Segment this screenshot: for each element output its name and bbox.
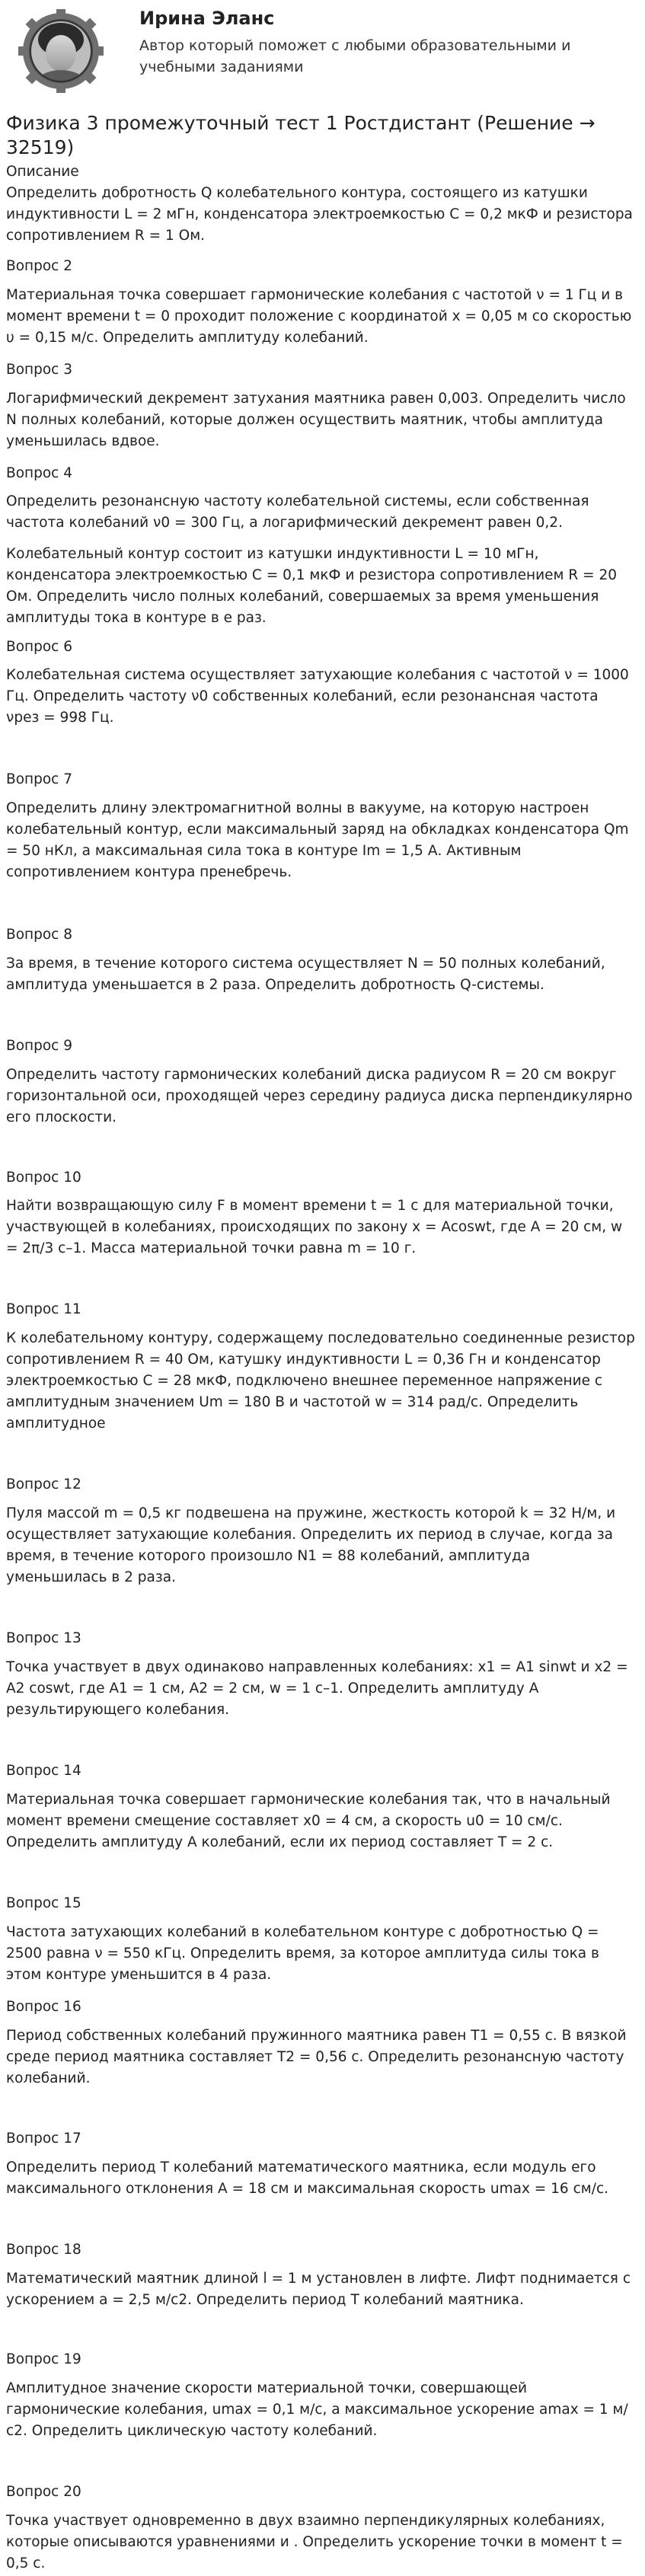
question-label: Вопрос 12 (6, 1476, 81, 1492)
question-text: Колебательная система осуществляет затухающие колебания с частотой ν = 1000 Гц. Определить частоту ν0 собственных колебаний, если резонансная частота νрез = 998 Гц. (6, 667, 629, 726)
question-text: Определить резонансную частоту колебательной системы, если собственная частота колебаний ν0 = 300 Гц, а логарифмический декремент равен 0,2. (6, 493, 589, 531)
question-text: Материальная точка совершает гармонические колебания с частотой ν = 1 Гц и в момент времени t = 0 проходит положение с координатой x = 0,05 м со скоростью υ = 0,15 м/с. Определить амплитуду колебаний. (6, 287, 632, 346)
question-text: Математический маятник длиной l = 1 м установлен в лифте. Лифт поднимается с ускорением a = 2,5 м/с2. Определить период T колебаний маятника. (6, 2271, 631, 2308)
question-text: Найти возвращающую силу F в момент времени t = 1 с для материальной точки, участвующей в колебаниях, происходящих по закону x = Acoswt, где A = 20 см, w = 2π/3 с–1. Масса материальной точки равна m = 10 г. (6, 1198, 623, 1256)
question-text: Определить частоту гармонических колебаний диска радиусом R = 20 см вокруг горизонтальной оси, проходящей через середину радиуса диска перпендикулярно его плоскости. (6, 1067, 633, 1125)
question-text: Частота затухающих колебаний в колебательном контуре с добротностью Q = 2500 равна ν = 550 кГц. Определить время, за которое амплитуда силы тока в этом контуре уменьшится в 4 раза. (6, 1924, 599, 1983)
description-label: Описание (6, 164, 79, 180)
question-label: Вопрос 15 (6, 1895, 81, 1911)
question-label: Вопрос 8 (6, 927, 72, 943)
author-card (0, 0, 645, 99)
description-text: Определить добротность Q колебательного контура, состоящего из катушки индуктивности L = 2 мГн, конденсатора электроемкостью C = 0,2 мкФ и резистора сопротивлением R = 1 Ом. (6, 185, 633, 244)
question-label: Вопрос 11 (6, 1301, 81, 1317)
author-avatar[interactable] (8, 9, 114, 93)
question-label: Вопрос 18 (6, 2242, 81, 2258)
question-text: Пуля массой m = 0,5 кг подвешена на пружине, жесткость которой k = 32 Н/м, и осуществляет затухающие колебания. Определить их период в случае, когда за время, в течение которого произошло N1 = 88 колебаний, амплитуда уменьшилась в 2 раза. (6, 1505, 616, 1585)
question-label: Вопрос 2 (6, 258, 72, 274)
question-label: Вопрос 3 (6, 362, 72, 378)
author-name[interactable]: Ирина Эланс (139, 8, 275, 29)
question-text: К колебательному контуру, содержащему последовательно соединенные резистор сопротивлением R = 40 Ом, катушку индуктивности L = 0,36 Гн и конденсатор электроемкостью C = 28 мкФ, подключено внешнее переменное напряжение с амплитудным значением Um = 180 В и частотой w = 314 рад/с. Определить амплитудное (6, 1330, 635, 1432)
question-text: Амплитудное значение скорости материальной точки, совершающей гармонические колебания, umax = 0,1 м/с, а максимальное ускорение amax = 1 м/с2. Определить циклическую частоту колебаний. (6, 2380, 628, 2439)
question-label: Вопрос 19 (6, 2351, 81, 2367)
question-text: Точка участвует одновременно в двух взаимно перпендикулярных колебаниях, которые описываются уравнениями и . Определить ускорение точки в момент t = 0,5 с. (6, 2513, 623, 2571)
author-description: Автор который поможет с любыми образовательными и учебными заданиями (139, 37, 571, 75)
question-label: Вопрос 13 (6, 1630, 81, 1646)
question-label: Вопрос 7 (6, 771, 72, 787)
question-text: Определить длину электромагнитной волны в вакууме, на которую настроен колебательный контур, если максимальный заряд на обкладках конденсатора Qm = 50 нКл, а максимальная сила тока в контуре Im = 1,5 А. Активным сопротивлением контура пренебречь. (6, 800, 629, 880)
question-text: Логарифмический декремент затухания маятника равен 0,003. Определить число N полных колебаний, которые должен осуществить маятник, чтобы амплитуда уменьшилась вдвое. (6, 391, 626, 449)
question-label: Вопрос 6 (6, 639, 72, 655)
question-label: Вопрос 17 (6, 2131, 81, 2147)
question-label: Вопрос 16 (6, 1999, 81, 2015)
question-label: Вопрос 10 (6, 1170, 81, 1186)
question-text: Период собственных колебаний пружинного маятника равен T1 = 0,55 с. В вязкой среде период маятника составляет T2 = 0,56 с. Определить резонансную частоту колебаний. (6, 2028, 627, 2086)
question-label: Вопрос 9 (6, 1038, 72, 1054)
question-text: Колебательный контур состоит из катушки индуктивности L = 10 мГн, конденсатора электроемкостью C = 0,1 мкФ и резистора сопротивлением R = 20 Ом. Определить число полных колебаний, совершаемых за время уменьшения амплитуды тока в контуре в е раз. (6, 546, 618, 626)
question-label: Вопрос 4 (6, 465, 72, 481)
page-title: Физика 3 промежуточный тест 1 Ростдистант (Решение → 32519) (6, 112, 596, 158)
question-text: За время, в течение которого система осуществляет N = 50 полных колебаний, амплитуда уменьшается в 2 раза. Определить добротность Q-системы. (6, 956, 605, 993)
question-label: Вопрос 20 (6, 2484, 81, 2500)
avatar-gear-frame-icon (8, 9, 114, 93)
question-text: Определить период T колебаний математического маятника, если модуль его максимального отклонения A = 18 см и максимальная скорость umax = 16 см/с. (6, 2159, 608, 2197)
question-text: Материальная точка совершает гармонические колебания так, что в начальный момент времени смещение составляет x0 = 4 см, а скорость u0 = 10 см/с. Определить амплитуду A колебаний, если их период составляет T = 2 с. (6, 1792, 611, 1850)
question-text: Точка участвует в двух одинаково направленных колебаниях: x1 = A1 sinwt и x2 = A2 coswt, где A1 = 1 см, A2 = 2 см, w = 1 с–1. Определить амплитуду A результирующего колебания. (6, 1659, 628, 1718)
question-label: Вопрос 14 (6, 1763, 81, 1779)
